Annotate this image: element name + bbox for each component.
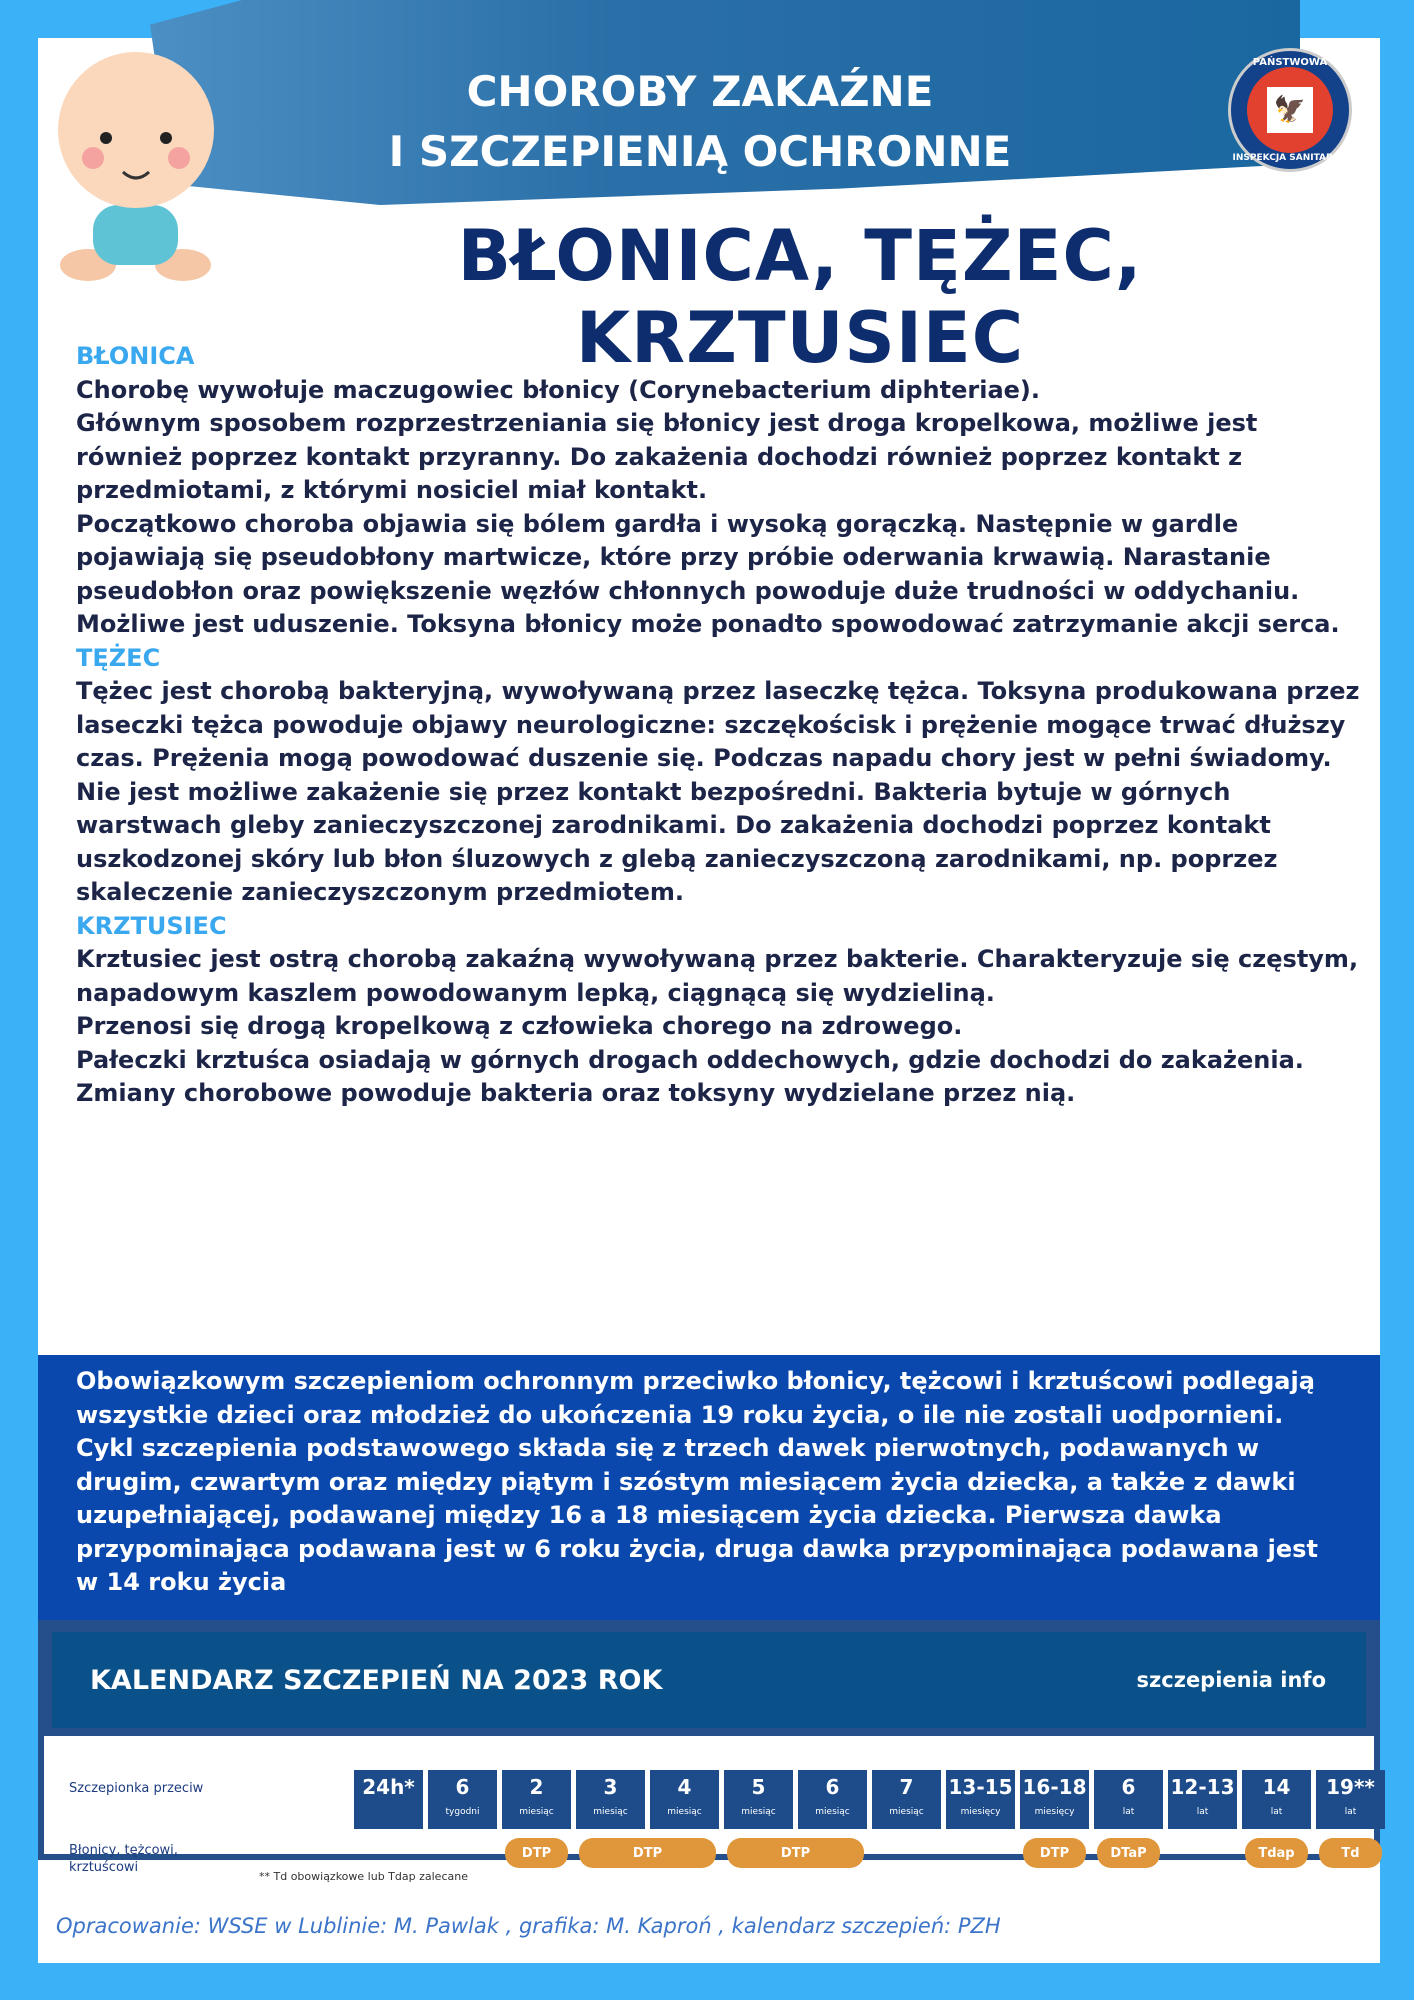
age-column: [354, 1770, 423, 1829]
age-column: [1020, 1770, 1089, 1829]
section-heading: BŁONICA: [76, 342, 195, 370]
age-column: [502, 1770, 571, 1829]
baby-illustration: [48, 40, 223, 285]
paragraph: Krztusiec jest ostrą chorobą zakaźną wywoływaną przez bakterie. Charakteryzuje się częstym, napadowym kaszlem powodowanym lepką, ciągnącą się wydzieliną.: [76, 945, 1359, 1007]
age-value: 2: [529, 1775, 544, 1799]
subtitle-line-2: I SZCZEPIENIĄ OCHRONNE: [388, 127, 1012, 176]
page-title: BŁONICA, TĘŻEC, KRZTUSIEC: [457, 215, 1143, 379]
age-column: [798, 1770, 867, 1829]
age-unit: miesiąc: [667, 1807, 702, 1817]
age-unit: miesiąc: [741, 1807, 776, 1817]
calendar-title: KALENDARZ SZCZEPIEŃ NA 2023 ROK: [90, 1664, 663, 1696]
age-value: 7: [899, 1775, 914, 1799]
age-column: [946, 1770, 1015, 1829]
section-heading: TĘŻEC: [76, 643, 161, 672]
age-unit: lat: [1344, 1807, 1357, 1817]
age-unit: miesiąc: [519, 1807, 554, 1817]
age-unit: miesiąc: [815, 1807, 850, 1817]
age-unit: lat: [1270, 1807, 1283, 1817]
dose-pill: DTP: [505, 1838, 568, 1868]
age-unit: miesiąc: [593, 1807, 628, 1817]
paragraph: Chorobę wywołuje maczugowiec błonicy (Corynebacterium diphteriae).: [76, 375, 1040, 404]
age-value: 4: [677, 1775, 692, 1799]
dose-pill: DTP: [579, 1838, 716, 1868]
row-label-diseases: Błonicy, tężcowi, krztuścowi: [69, 1843, 178, 1875]
age-value: 6: [455, 1775, 470, 1799]
paragraph: Początkowo choroba objawia się bólem gardła i wysoką gorączką. Następnie w gardle pojawiają się pseudobłony martwicze, które przy próbie oderwania krwawią. Narastanie pseudobłon oraz powiększenie węzłów chłonnych powoduje duże trudności w oddychaniu. Możliwe jest uduszenie. Toksyna błonicy może ponadto spowodować zatrzymanie akcji serca.: [76, 509, 1340, 638]
age-unit: miesięcy: [960, 1807, 1001, 1817]
section-heading: KRZTUSIEC: [76, 911, 227, 940]
age-value: 16-18: [1022, 1775, 1087, 1799]
age-unit: lat: [1196, 1807, 1209, 1817]
vaccination-calendar: [38, 1620, 1380, 1883]
dose-pill: DTP: [1023, 1838, 1086, 1868]
article-body: [76, 340, 1366, 1111]
calendar-footnote: ** Td obowiązkowe lub Tdap zalecane: [259, 1870, 468, 1883]
paragraph: Pałeczki krztuśca osiadają w górnych drogach oddechowych, gdzie dochodzi do zakażenia. Zmiany chorobowe powoduje bakteria oraz toksyny wydzielane przez nią.: [76, 1045, 1304, 1107]
age-column: [1168, 1770, 1237, 1829]
age-column: [428, 1770, 497, 1829]
age-value: 12-13: [1170, 1775, 1235, 1799]
age-unit: miesięcy: [1034, 1807, 1075, 1817]
age-column: [576, 1770, 645, 1829]
age-column: [1242, 1770, 1311, 1829]
age-unit: tygodni: [445, 1807, 480, 1817]
age-column: [1094, 1770, 1163, 1829]
header-subtitle: [300, 62, 1100, 182]
section-krztusiec: [76, 910, 1366, 1111]
age-value: 6: [825, 1775, 840, 1799]
age-columns: [354, 1770, 1385, 1829]
paragraph: Tężec jest chorobą bakteryjną, wywoływaną przez laseczkę tężca. Toksyna produkowana przez laseczki tężca powoduje objawy neurologiczne: szczękościsk i prężenie mogące trwać dłuższy czas. Prężenia mogą powodować duszenie się. Podczas napadu chory jest w pełni świadomy.: [76, 677, 1360, 772]
vaccination-info-box: Obowiązkowym szczepieniom ochronnym przeciwko błonicy, tężcowi i krztuścowi podlegają wszystkie dzieci oraz młodzież do ukończenia 19 roku życia, o ile nie zostali uodpornieni. Cykl szczepienia podstawowego składa się z trzech dawek pierwotnych, podawanych w drugim, czwartym oraz między piątym i szóstym miesiącem życia dziecka, a także z dawki uzupełniającej, podawanej między 16 a 18 miesiącem życia dziecka. Pierwsza dawka przypominająca podawana jest w 6 roku życia, druga dawka przypominająca podawana jest w 14 roku życia: [38, 1355, 1380, 1620]
dose-pill: DTaP: [1097, 1838, 1160, 1868]
sanitary-inspection-logo: PAŃSTWOWA 🦅 INSPEKCJA SANITARNA: [1228, 48, 1352, 172]
calendar-header: [44, 1632, 1374, 1736]
dose-pill: DTP: [727, 1838, 864, 1868]
row-label-vaccine: Szczepionka przeciw: [69, 1781, 204, 1796]
age-value: 13-15: [948, 1775, 1013, 1799]
age-column: [872, 1770, 941, 1829]
subtitle-line-1: CHOROBY ZAKAŹNE: [466, 67, 934, 116]
section-tezec: [76, 642, 1366, 910]
age-column: [650, 1770, 719, 1829]
age-value: 19**: [1326, 1775, 1375, 1799]
age-value: 24h*: [362, 1775, 415, 1799]
age-column: [1316, 1770, 1385, 1829]
age-unit: miesiąc: [889, 1807, 924, 1817]
age-column: [724, 1770, 793, 1829]
age-value: 6: [1121, 1775, 1136, 1799]
section-blonica: [76, 340, 1366, 642]
age-value: 3: [603, 1775, 618, 1799]
credits-footer: Opracowanie: WSSE w Lublinie: M. Pawlak , grafika: M. Kaproń , kalendarz szczepień: PZH: [56, 1914, 1001, 1938]
eagle-emblem-icon: 🦅: [1267, 87, 1313, 133]
age-unit: lat: [1122, 1807, 1135, 1817]
paragraph: Przenosi się drogą kropelkową z człowieka chorego na zdrowego.: [76, 1012, 963, 1040]
dose-pill: Td: [1319, 1838, 1382, 1868]
szczepienia-info-logo: szczepienia info: [1136, 1668, 1326, 1692]
paragraph: Nie jest możliwe zakażenie się przez kontakt bezpośredni. Bakteria bytuje w górnych warstwach gleby zanieczyszczonej zarodnikami. Do zakażenia dochodzi poprzez kontakt uszkodzonej skóry lub błon śluzowych z glebą zanieczyszczoną zarodnikami, np. poprzez skaleczenie zanieczyszczonym przedmiotem.: [76, 777, 1278, 906]
age-value: 14: [1262, 1775, 1291, 1799]
paragraph: Głównym sposobem rozprzestrzeniania się błonicy jest droga kropelkowa, możliwe jest również poprzez kontakt przyranny. Do zakażenia dochodzi również poprzez kontakt z przedmiotami, z którymi nosiciel miał kontakt.: [76, 409, 1258, 504]
age-value: 5: [751, 1775, 766, 1799]
dose-pill: Tdap: [1245, 1838, 1308, 1868]
